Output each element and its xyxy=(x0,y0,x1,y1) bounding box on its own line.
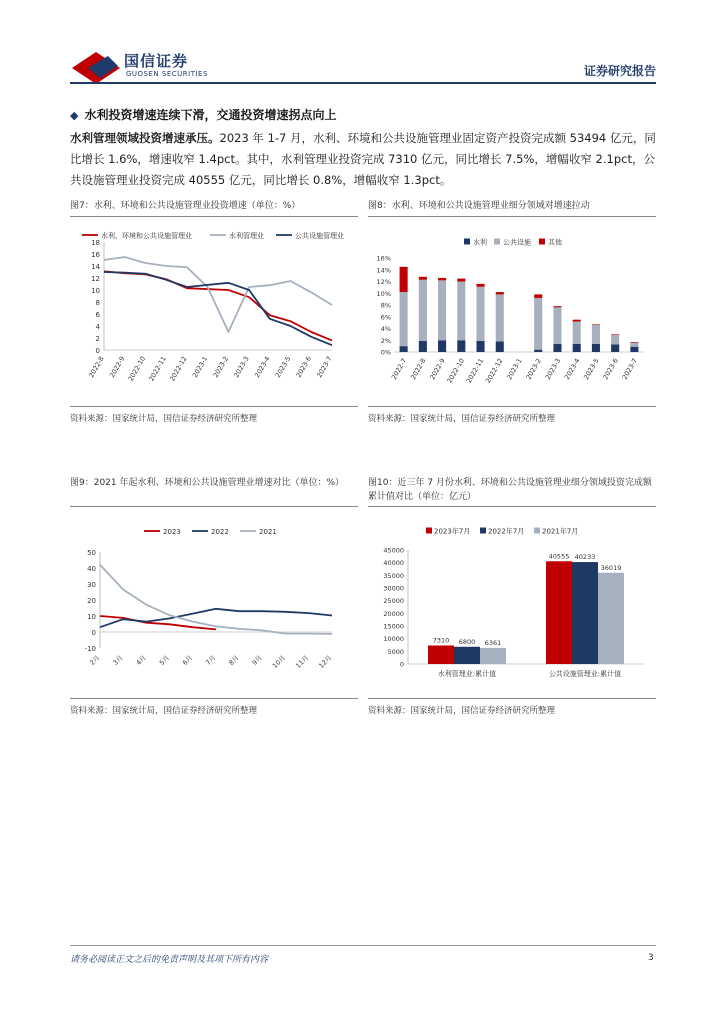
bar-segment-其他 xyxy=(553,306,561,307)
x-tick-label: 2023-3 xyxy=(232,355,251,379)
bar-segment-水利 xyxy=(573,344,581,352)
bar-segment-水利 xyxy=(496,341,504,352)
y-tick-label: 16% xyxy=(376,254,391,263)
y-tick-label: 4 xyxy=(95,323,100,331)
x-tick-label: 2022-10 xyxy=(445,357,467,385)
x-tick-label: 9月 xyxy=(250,653,264,667)
x-tick-label: 2023-7 xyxy=(315,355,334,379)
x-tick-label: 7月 xyxy=(204,653,218,667)
body-paragraph xyxy=(70,128,660,191)
bar-segment-公共设施 xyxy=(553,307,561,343)
logo-text-en: GUOSEN SECURITIES xyxy=(126,70,208,78)
y-tick-label: 25000 xyxy=(383,597,404,606)
x-tick-label: 2023-5 xyxy=(273,355,293,379)
legend-label: 水利、环境和公共设施管理业 xyxy=(101,232,192,240)
y-tick-label: 12 xyxy=(91,275,100,283)
bar-segment-水利 xyxy=(438,340,446,352)
section-title xyxy=(70,106,336,123)
legend-label: 2021年7月 xyxy=(542,527,579,536)
x-tick-label: 11月 xyxy=(294,653,311,670)
bar-2022年7月 xyxy=(572,562,598,664)
y-tick-label: 10% xyxy=(376,289,391,298)
fig7-title: 图7：水利、环境和公共设施管理业投资增速（单位：%） xyxy=(70,201,301,211)
bar-segment-水利 xyxy=(611,344,619,352)
y-tick-label: 0 xyxy=(91,629,96,637)
bar-segment-水利 xyxy=(592,344,600,352)
bar-2023年7月 xyxy=(428,645,454,664)
x-tick-label: 8月 xyxy=(227,653,241,667)
y-tick-label: 35000 xyxy=(383,571,404,580)
bar-segment-其他 xyxy=(592,324,600,325)
bar-segment-公共设施 xyxy=(438,280,446,340)
data-label: 36019 xyxy=(600,563,622,572)
bar-segment-其他 xyxy=(400,267,408,292)
bar-segment-公共设施 xyxy=(534,298,542,350)
legend-swatch xyxy=(426,528,432,534)
bar-segment-水利 xyxy=(534,350,542,352)
x-tick-label: 2022-12 xyxy=(483,357,505,385)
fig9-title: 图9：2021 年起水利、环境和公共设施管理业增速对比（单位：%） xyxy=(70,478,345,488)
logo-text-cn: 国信证券 xyxy=(124,52,189,70)
legend-swatch xyxy=(494,239,500,245)
legend-label: 2022年7月 xyxy=(488,527,525,536)
legend-label: 公共设施管理业 xyxy=(295,232,344,240)
legend-label: 其他 xyxy=(548,238,562,247)
bar-segment-公共设施 xyxy=(611,335,619,344)
y-tick-label: 8 xyxy=(95,299,100,307)
bar-segment-公共设施 xyxy=(573,321,581,343)
bar-2021年7月 xyxy=(598,573,624,664)
x-tick-label: 6月 xyxy=(181,653,195,667)
footer-disclaimer: 请务必阅读正文之后的免责声明及其项下所有内容 xyxy=(70,955,269,965)
y-tick-label: 40 xyxy=(87,565,96,573)
bar-segment-水利 xyxy=(400,346,408,352)
fig9-bottom-rule xyxy=(70,698,358,699)
legend-label: 公共设施 xyxy=(503,238,531,247)
x-tick-label: 2023-7 xyxy=(620,357,640,381)
data-label: 40555 xyxy=(548,552,570,561)
fig10-bottom-rule xyxy=(368,698,656,699)
x-tick-label: 2023-6 xyxy=(601,357,620,381)
bar-2023年7月 xyxy=(546,561,572,664)
x-tick-label: 2023-4 xyxy=(562,357,582,381)
bar-segment-公共设施 xyxy=(419,280,427,341)
y-tick-label: 50 xyxy=(87,549,96,557)
bar-segment-公共设施 xyxy=(457,282,465,341)
x-tick-label: 2022-12 xyxy=(168,355,189,383)
x-tick-label: 公共设施管理业:累计值 xyxy=(548,670,622,678)
y-tick-label: 14% xyxy=(376,266,391,275)
y-tick-label: 15000 xyxy=(383,622,404,631)
page-number: 3 xyxy=(648,953,654,963)
x-tick-label: 2023-6 xyxy=(294,355,314,379)
bar-segment-公共设施 xyxy=(477,287,485,341)
legend-swatch xyxy=(539,239,545,245)
y-tick-label: 6 xyxy=(95,311,100,319)
bar-segment-公共设施 xyxy=(400,292,408,346)
fig8-source: 资料来源：国家统计局，国信证券经济研究所整理 xyxy=(368,414,556,424)
fig10-source: 资料来源：国家统计局，国信证券经济研究所整理 xyxy=(368,706,556,716)
fig10-chart xyxy=(368,514,658,694)
legend-label: 2023 xyxy=(163,528,181,536)
x-tick-label: 2月 xyxy=(88,653,102,667)
fig10-title: 图10：近三年 7 月份水利、环境和公共设施管理业细分领域投资完成额累计值对比（单位：亿元） xyxy=(368,478,652,502)
y-tick-label: -10 xyxy=(84,645,96,653)
fig10-top-rule xyxy=(368,506,656,507)
bar-segment-水利 xyxy=(553,344,561,352)
x-tick-label: 2022-9 xyxy=(428,357,447,381)
bar-segment-其他 xyxy=(419,277,427,280)
x-tick-label: 2023-3 xyxy=(543,357,563,381)
bar-segment-其他 xyxy=(457,279,465,282)
legend-swatch xyxy=(480,528,486,534)
y-tick-label: 10000 xyxy=(383,635,404,644)
data-label: 40233 xyxy=(574,553,596,562)
bar-segment-其他 xyxy=(477,284,485,287)
report-type-label: 证券研究报告 xyxy=(583,64,656,78)
data-label: 7310 xyxy=(432,636,450,645)
fig8-top-rule xyxy=(368,216,656,217)
bar-segment-水利 xyxy=(630,347,638,352)
legend-label: 2022 xyxy=(211,528,229,536)
y-tick-label: 10 xyxy=(91,287,100,295)
fig9-source: 资料来源：国家统计局，国信证券经济研究所整理 xyxy=(70,706,258,716)
y-tick-label: 30000 xyxy=(383,584,404,593)
section-title-text: 水利投资增速连续下滑，交通投资增速拐点向上 xyxy=(84,108,337,122)
fig7-bottom-rule xyxy=(70,406,358,407)
y-tick-label: 14 xyxy=(91,263,100,271)
bar-segment-水利 xyxy=(477,341,485,352)
legend-label: 水利 xyxy=(473,238,487,247)
x-tick-label: 12月 xyxy=(317,653,334,670)
fig7-chart xyxy=(70,222,360,402)
series-line-水利管理业 xyxy=(104,257,332,332)
legend-label: 水利管理业 xyxy=(229,232,264,240)
x-tick-label: 2023-2 xyxy=(524,357,543,381)
y-tick-label: 5000 xyxy=(387,647,404,656)
y-tick-label: 4% xyxy=(380,325,391,333)
y-tick-label: 20 xyxy=(87,597,96,605)
x-tick-label: 10月 xyxy=(270,653,288,670)
y-tick-label: 16 xyxy=(91,251,100,259)
x-tick-label: 2022-9 xyxy=(108,355,127,379)
legend-swatch xyxy=(534,528,540,534)
x-tick-label: 2023-5 xyxy=(582,357,601,381)
y-tick-label: 8% xyxy=(380,301,391,310)
y-tick-label: 10 xyxy=(87,613,96,621)
paragraph-body: 2023 年 1-7 月，水利、环境和公共设施管理业固定资产投资完成额 53494 亿元，同比增长 1.6%，增速收窄 1.4pct。其中，水利管理业投资完成 7310 亿元，同比增长 7.5%，增幅收窄 2.1pct，公共设施管理业投资完成 40555 亿元，同比增长 0.8%，增幅收窄 1.3pct。 xyxy=(70,131,656,187)
y-tick-label: 20000 xyxy=(383,609,404,618)
fig8-title: 图8：水利、环境和公共设施管理业细分领域对增速拉动 xyxy=(368,201,590,211)
bar-segment-公共设施 xyxy=(496,294,504,341)
x-tick-label: 2022-8 xyxy=(87,355,106,379)
y-tick-label: 40000 xyxy=(383,559,404,568)
y-tick-label: 30 xyxy=(87,581,96,589)
bar-segment-水利 xyxy=(457,340,465,352)
x-tick-label: 4月 xyxy=(134,653,148,667)
fig8-chart xyxy=(368,222,658,402)
bar-segment-其他 xyxy=(534,294,542,298)
footer-divider xyxy=(70,945,656,946)
x-tick-label: 2023-1 xyxy=(190,355,210,379)
diamond-bullet-icon: ◆ xyxy=(70,109,79,122)
x-tick-label: 2022-7 xyxy=(389,357,409,381)
x-tick-label: 5月 xyxy=(157,653,172,667)
x-tick-label: 2022-10 xyxy=(126,355,148,383)
fig9-chart xyxy=(70,514,360,694)
bar-segment-其他 xyxy=(573,320,581,322)
data-label: 6361 xyxy=(484,638,502,647)
fig8-bottom-rule xyxy=(368,406,656,407)
bar-segment-公共设施 xyxy=(592,325,600,344)
legend-label: 2023年7月 xyxy=(434,527,471,536)
y-tick-label: 0 xyxy=(399,660,404,669)
bar-segment-其他 xyxy=(496,292,504,294)
bar-segment-公共设施 xyxy=(630,343,638,347)
bar-segment-其他 xyxy=(630,342,638,343)
y-tick-label: 2% xyxy=(380,336,391,345)
header-divider xyxy=(70,82,656,84)
y-tick-label: 2 xyxy=(95,335,100,343)
fig9-top-rule xyxy=(70,506,358,507)
bar-2021年7月 xyxy=(480,648,506,664)
bar-2022年7月 xyxy=(454,647,480,664)
legend-label: 2021 xyxy=(259,528,277,536)
y-tick-label: 0 xyxy=(95,347,100,355)
bar-segment-其他 xyxy=(438,278,446,280)
y-tick-label: 0% xyxy=(380,348,391,357)
series-line-2021 xyxy=(100,565,332,634)
x-tick-label: 2023-2 xyxy=(211,355,231,379)
series-line-2022 xyxy=(100,609,332,627)
x-tick-label: 水利管理业:累计值 xyxy=(437,670,497,678)
x-tick-label: 2023-1 xyxy=(505,357,524,381)
x-tick-label: 2022-11 xyxy=(464,357,486,385)
data-label: 6800 xyxy=(458,637,476,646)
y-tick-label: 12% xyxy=(376,278,391,286)
y-tick-label: 18 xyxy=(91,239,100,247)
legend-swatch xyxy=(464,239,470,245)
bar-segment-水利 xyxy=(419,341,427,352)
fig7-top-rule xyxy=(70,216,358,217)
y-tick-label: 6% xyxy=(380,313,391,322)
x-tick-label: 2022-8 xyxy=(409,357,428,381)
x-tick-label: 3月 xyxy=(111,653,125,667)
paragraph-lead: 水利管理领域投资增速承压。 xyxy=(70,131,220,145)
fig7-source: 资料来源：国家统计局，国信证券经济研究所整理 xyxy=(70,414,258,424)
y-tick-label: 45000 xyxy=(383,546,404,555)
x-tick-label: 2022-11 xyxy=(147,355,168,383)
x-tick-label: 2023-4 xyxy=(253,355,272,379)
bar-segment-其他 xyxy=(611,334,619,335)
